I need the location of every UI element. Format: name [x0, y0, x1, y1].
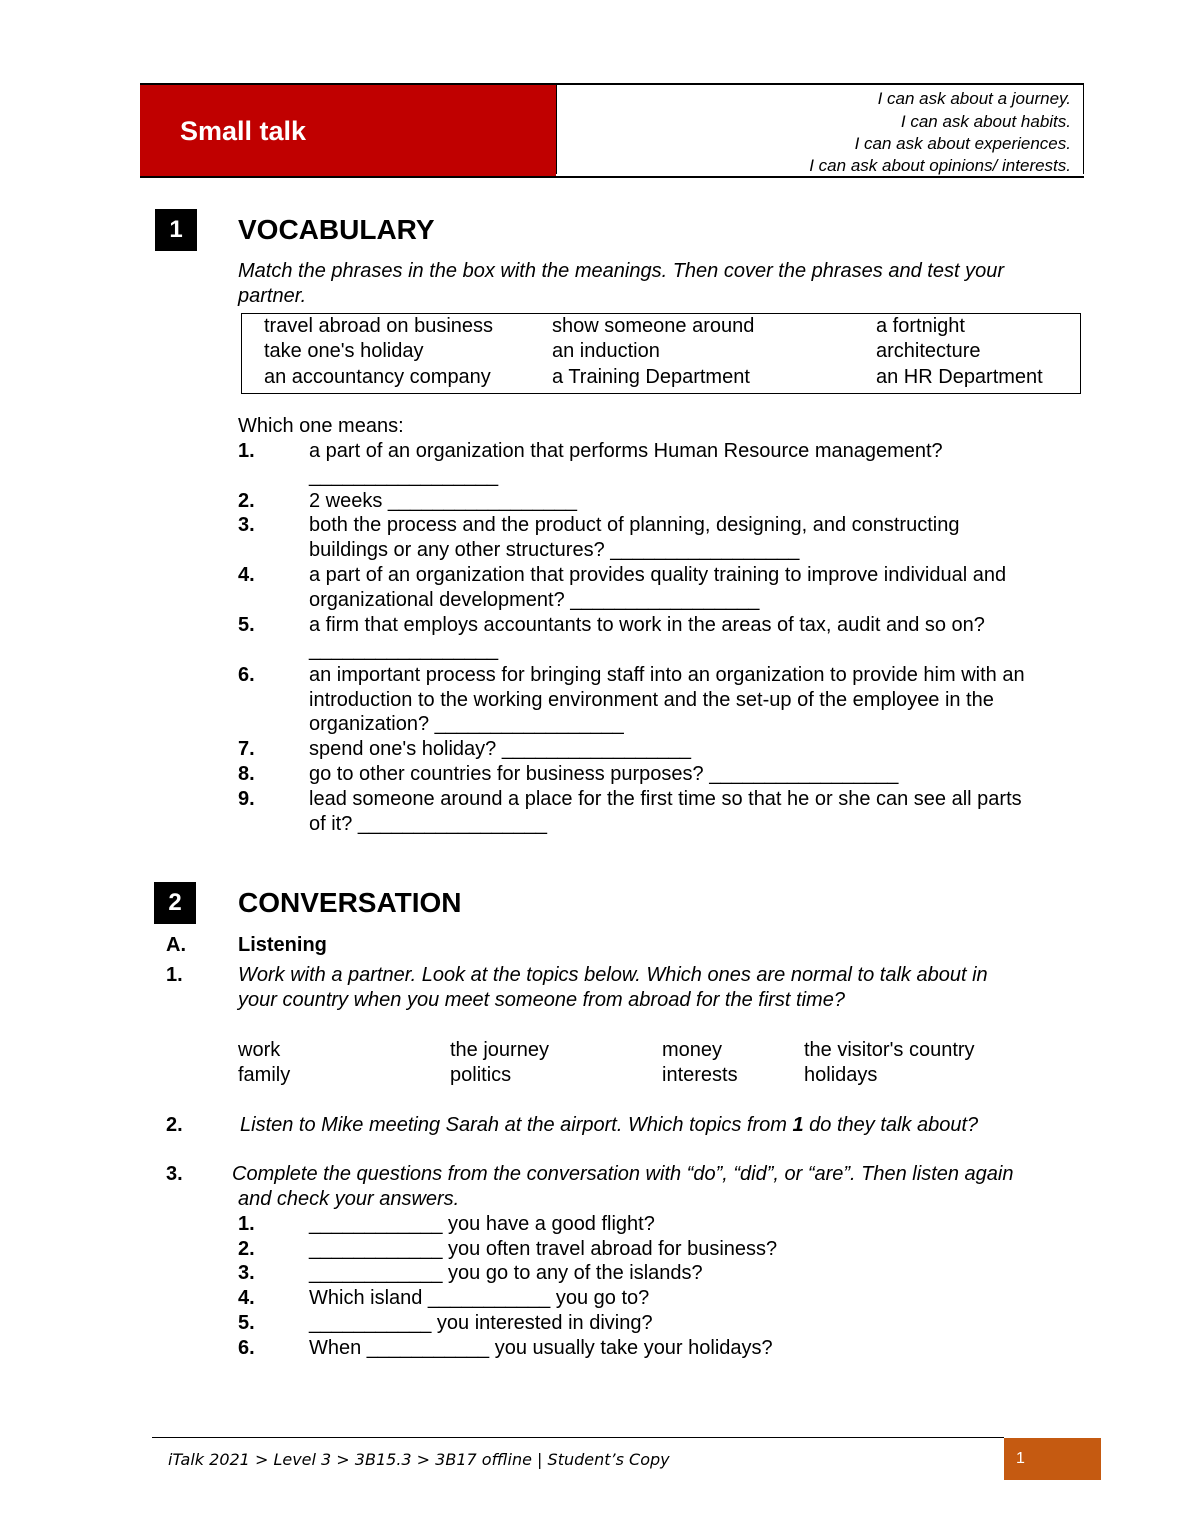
fill-in-question: When ___________ you usually take your holidays? [309, 1337, 773, 1359]
answer-blank: _________________ [309, 465, 499, 487]
page-number-box [1004, 1438, 1101, 1480]
item-number: 6. [238, 664, 255, 686]
item-text: a part of an organization that provides quality training to improve individual and [309, 564, 1007, 586]
instruction-text: Match the phrases in the box with the meanings. Then cover the phrases and test your [238, 260, 1004, 282]
item-number: 2. [238, 490, 255, 512]
vocab-phrase: show someone around [552, 315, 755, 337]
item-number: 1. [238, 440, 255, 462]
item-text: both the process and the product of planning, designing, and constructing [309, 514, 960, 536]
fill-in-question: ____________ you have a good flight? [309, 1213, 655, 1235]
vocab-phrase: an induction [552, 340, 660, 362]
subsection-label: A. [166, 934, 186, 956]
item-number: 9. [238, 788, 255, 810]
item-text: buildings or any other structures? _________________ [309, 539, 800, 561]
question-number: 3. [166, 1163, 183, 1185]
question-text: Complete the questions from the conversation with “do”, “did”, or “are”. Then listen again [232, 1163, 1014, 1185]
vocab-phrase: travel abroad on business [264, 315, 494, 337]
topic: work [238, 1039, 281, 1061]
title-block [140, 85, 556, 176]
vocabulary-box [241, 313, 1081, 394]
question-text: Listen to Mike meeting Sarah at the airport. Which topics from 1 do they talk about? [240, 1114, 979, 1136]
objective: I can ask about habits. [900, 112, 1071, 131]
item-number: 2. [238, 1238, 255, 1260]
fill-in-question: ___________ you interested in diving? [309, 1312, 653, 1334]
vocab-phrase: an accountancy company [264, 366, 491, 388]
prompt-text: Which one means: [238, 415, 404, 437]
item-text: spend one's holiday? _________________ [309, 738, 691, 760]
item-text: introduction to the working environment and the set-up of the employee in the [309, 689, 994, 711]
objective: I can ask about opinions/ interests. [809, 156, 1071, 175]
fill-in-question: ____________ you often travel abroad for business? [309, 1238, 778, 1260]
item-number: 4. [238, 564, 255, 586]
item-text: an important process for bringing staff into an organization to provide him with an [309, 664, 1025, 686]
item-number: 5. [238, 614, 255, 636]
objective: I can ask about a journey. [877, 89, 1071, 108]
instruction-text: partner. [238, 285, 307, 307]
fill-in-question: Which island ___________ you go to? [309, 1287, 650, 1309]
vocab-phrase: architecture [876, 340, 981, 362]
topic: the journey [450, 1039, 549, 1061]
question-text: your country when you meet someone from abroad for the first time? [238, 989, 845, 1011]
page-number: 1 [1016, 1450, 1025, 1467]
question-number: 2. [166, 1114, 183, 1136]
fill-in-question: ____________ you go to any of the islands? [309, 1262, 703, 1284]
item-text: lead someone around a place for the first time so that he or she can see all parts [309, 788, 1022, 810]
item-number: 6. [238, 1337, 255, 1359]
topic: holidays [804, 1064, 878, 1086]
vocab-phrase: a fortnight [876, 315, 965, 337]
vocab-phrase: an HR Department [876, 366, 1043, 388]
title-banner [140, 83, 1084, 178]
topic: the visitor's country [804, 1039, 975, 1061]
page-title: Small talk [180, 116, 307, 146]
item-text: organization? _________________ [309, 713, 624, 735]
section-number-badge: 2 [154, 882, 196, 924]
section-number-badge: 1 [155, 209, 197, 251]
objectives-block [556, 85, 1084, 174]
topic: money [662, 1039, 723, 1061]
item-text: organizational development? _________________ [309, 589, 760, 611]
item-number: 5. [238, 1312, 255, 1334]
vocab-phrase: take one's holiday [264, 340, 424, 362]
topic: family [238, 1064, 291, 1086]
item-text: a firm that employs accountants to work in the areas of tax, audit and so on? [309, 614, 985, 636]
item-text: of it? _________________ [309, 813, 548, 835]
item-number: 1. [238, 1213, 255, 1235]
item-text: 2 weeks _________________ [309, 490, 578, 512]
item-number: 3. [238, 514, 255, 536]
item-number: 3. [238, 1262, 255, 1284]
item-number: 8. [238, 763, 255, 785]
section-heading: CONVERSATION [238, 887, 462, 918]
item-number: 4. [238, 1287, 255, 1309]
footer-divider [152, 1437, 1004, 1438]
topic: politics [450, 1064, 512, 1086]
question-text: and check your answers. [238, 1188, 460, 1210]
item-number: 7. [238, 738, 255, 760]
question-number: 1. [166, 964, 183, 986]
question-text: Work with a partner. Look at the topics below. Which ones are normal to talk about in [238, 964, 988, 986]
section-heading: VOCABULARY [238, 214, 435, 245]
objective: I can ask about experiences. [854, 134, 1071, 153]
vocab-phrase: a Training Department [552, 366, 750, 388]
topic: interests [662, 1064, 738, 1086]
subsection-title: Listening [238, 934, 327, 956]
item-text: a part of an organization that performs Human Resource management? [309, 440, 943, 462]
footer-text: iTalk 2021 > Level 3 > 3B15.3 > 3B17 offline | Student’s Copy [168, 1450, 670, 1469]
item-text: go to other countries for business purposes? _________________ [309, 763, 899, 785]
answer-blank: _________________ [309, 639, 499, 661]
